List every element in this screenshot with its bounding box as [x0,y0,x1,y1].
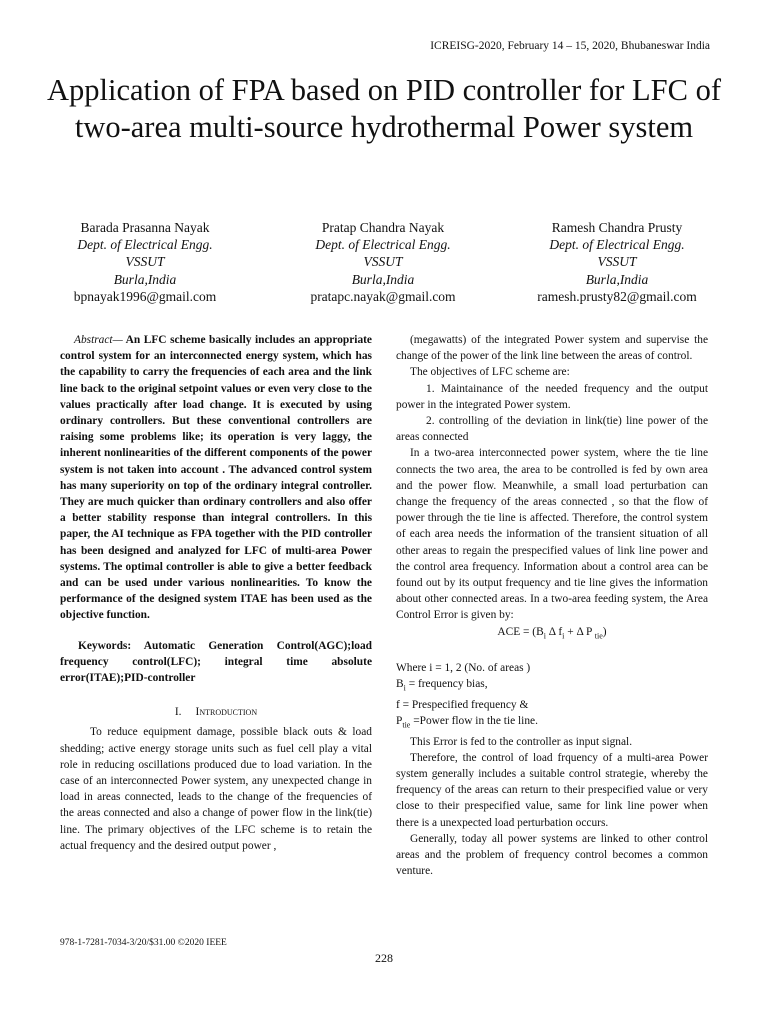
paragraph: Therefore, the control of load frquency of a multi-area Power system generally includes a suitable control strategie, whereby the frequency of the areas can return to their prespecified value or very close to their prespecified value, same for link line power when there is a unexpected load perturbation occurs. [396,751,708,829]
author-institution: VSSUT [125,254,165,270]
conference-header: ICREISG-2020, February 14 – 15, 2020, Bhubaneswar India [430,40,710,52]
abstract [60,332,372,624]
footer-isbn: 978-1-7281-7034-3/20/$31.00 ©2020 IEEE [60,938,227,948]
author-location: Burla,India [113,271,177,287]
objectives-heading: The objectives of LFC scheme are: [410,366,570,379]
author-name: Ramesh Chandra Prusty [551,220,683,235]
definition-text: = frequency bias, [408,678,488,691]
author-name: Pratap Chandra Nayak [321,220,445,235]
paragraph: In a two-area interconnected power system, where the tie line connects the two area, the area to be controlled is fed by own area and the power flow. Meanwhile, a small load perturbation can change the frequency of the areas connected , so that the flow of power through the tie line is affected. Therefore, the control system of each area needs the information of the transient situation of all other areas to regain the prespecified values of link line power and the control area frequency. Information about a control area can be found out by its output frequency and tie line gives the information about other connected areas. In a two-area feeding system, the Area Control Error is given by: [396,447,708,622]
author-institution: VSSUT [597,254,637,270]
definition-bi [396,676,708,696]
equation-subscript: tie [594,630,603,640]
abstract-text: An LFC scheme basically includes an appropriate control system for an interconnected energy system, which has the capability to carry the frequencies of each area and the link line back to the original setpoint values or even very close to the values practically after load change. It is executed by using ordinary controllers. But these conventional controllers are raising some problems like; its operation is very laggy, the inherent nonlinearities of the different components of the power system is not taken into account . The advanced control system has many superiority on top of the ordinary integral controller. They are much quicker than ordinary controllers and also offer a better stability response than integral controllers. In this paper, the AI technique as FPA together with the PID controller has been designed and analyzed for LFC of multi-area Power systems. The optimal controller is able to give a better feedback and can be used under various nonlinearities. To know the performance of the designed system ITAE has been used as the objective function. [60,334,372,622]
equation-part: ) [602,625,607,638]
author-dept: Dept. of Electrical Engg. [549,237,685,253]
equation-subscript: i [543,630,546,640]
objective-item: 1. Maintainance of the needed frequency and the output power in the integrated Power system. [396,382,708,411]
author-email: bpnayak1996@gmail.com [73,288,217,304]
equation-part: ACE = (B [497,625,544,638]
author-dept: Dept. of Electrical Engg. [315,237,451,253]
section-heading [60,704,372,720]
author-block [30,219,260,305]
error-line: This Error is fed to the controller as input signal. [410,735,633,748]
right-column [396,332,708,879]
symbol: P [396,715,403,728]
symbol-subscript: i [403,683,406,693]
ace-equation [396,624,708,644]
intro-paragraph: To reduce equipment damage, possible black outs & load shedding; active energy storage units such as fuel cell play a vital role in reducing oscillations produced due to load variation. In the case of an interconnected Power system, any unexpected change in load in areas connected, leads to the change of the frequencies of the areas connected and also a change of power flow in the link(tie) line. The primary objectives of the LFC scheme is to retain the actual frequency and the desired output power , [60,726,372,852]
equation-subscript: i [562,630,565,640]
section-number: I. [174,706,182,719]
author-name: Barada Prasanna Nayak [80,220,210,235]
author-email: pratapc.nayak@gmail.com [310,288,456,304]
symbol: B [396,678,404,691]
section-title: Introduction [195,706,258,719]
author-location: Burla,India [351,271,415,287]
where-line: Where i = 1, 2 (No. of areas ) [396,662,531,675]
abstract-label: Abstract— [74,334,123,346]
author-block [268,219,498,305]
author-email: ramesh.prusty82@gmail.com [537,288,697,304]
definition-ptie [396,713,708,733]
author-dept: Dept. of Electrical Engg. [77,237,213,253]
author-block [502,219,732,305]
equation-part: + Δ P [564,625,595,638]
definition-f: f = Prespecified frequency & [396,698,529,711]
keywords: Keywords: Automatic Generation Control(AGC);load frequency control(LFC); integral time absolute error(ITAE);PID-controller [60,639,372,685]
symbol-subscript: tie [402,720,411,730]
left-column [60,332,372,854]
equation-part: Δ f [545,625,563,638]
page-number: 228 [375,951,393,965]
definition-text: =Power flow in the tie line. [413,715,538,728]
author-location: Burla,India [585,271,649,287]
author-institution: VSSUT [363,254,403,270]
paragraph: (megawatts) of the integrated Power system and supervise the change of the power of the link line between the areas of control. [396,334,708,363]
paper-title: Application of FPA based on PID controller for LFC of two-area multi-source hydrothermal Power system [46,73,722,144]
paragraph: Generally, today all power systems are linked to other control areas and the problem of frequency control becomes a common venture. [396,832,708,878]
objective-item: 2. controlling of the deviation in link(tie) line power of the areas connected [396,415,708,444]
